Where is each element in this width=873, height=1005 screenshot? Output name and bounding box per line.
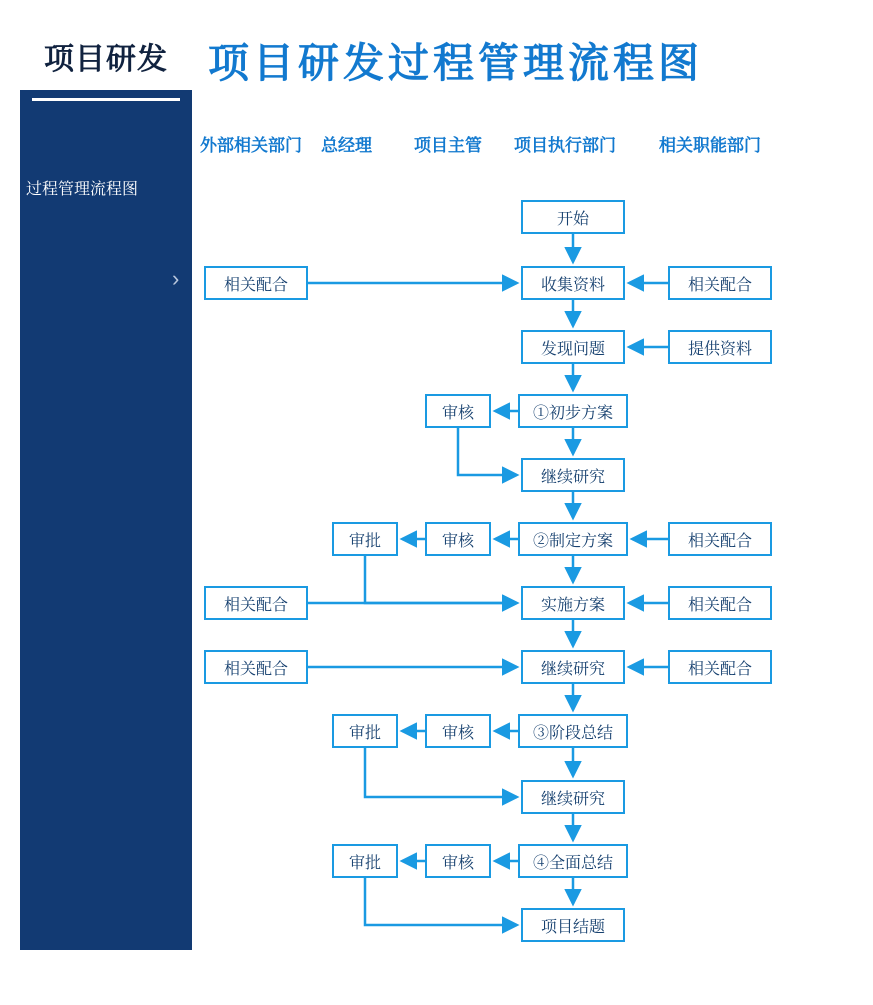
flow-node-impl[interactable]: 实施方案 [521,586,625,620]
column-header-1: 总经理 [321,136,372,155]
flow-node-sum4_rev[interactable]: 审核 [425,844,491,878]
flow-node-plan2_r[interactable]: 相关配合 [668,522,772,556]
flow-node-plan2_app[interactable]: 审批 [332,522,398,556]
column-header-3: 项目执行部门 [514,136,616,155]
flow-node-sum4[interactable]: ④全面总结 [518,844,628,878]
flow-node-cont3[interactable]: 继续研究 [521,780,625,814]
flow-node-cont2_r[interactable]: 相关配合 [668,650,772,684]
flow-node-cont2_l[interactable]: 相关配合 [204,650,308,684]
chevron-right-icon: › [172,266,180,291]
flow-node-cont1[interactable]: 继续研究 [521,458,625,492]
flow-node-start[interactable]: 开始 [521,200,625,234]
flow-node-impl_r[interactable]: 相关配合 [668,586,772,620]
flow-node-finish[interactable]: 项目结题 [521,908,625,942]
column-header-0: 外部相关部门 [200,136,302,155]
flow-node-collect_l[interactable]: 相关配合 [204,266,308,300]
flow-node-impl_l[interactable]: 相关配合 [204,586,308,620]
flow-node-collect[interactable]: 收集资料 [521,266,625,300]
sidebar-subtitle: 过程管理流程图 [26,181,139,198]
column-header-2: 项目主管 [414,136,482,155]
flow-node-sum4_app[interactable]: 审批 [332,844,398,878]
flow-node-problem_r[interactable]: 提供资料 [668,330,772,364]
flow-node-problem[interactable]: 发现问题 [521,330,625,364]
flow-node-plan1_rev[interactable]: 审核 [425,394,491,428]
page-title: 项目研发过程管理流程图 [208,40,703,86]
flow-node-plan2[interactable]: ②制定方案 [518,522,628,556]
sidebar-title: 项目研发 [20,22,192,90]
flow-node-plan1[interactable]: ①初步方案 [518,394,628,428]
flow-node-sum3[interactable]: ③阶段总结 [518,714,628,748]
flow-node-sum3_app[interactable]: 审批 [332,714,398,748]
column-header-4: 相关职能部门 [659,136,761,155]
flow-node-sum3_rev[interactable]: 审核 [425,714,491,748]
flow-node-collect_r[interactable]: 相关配合 [668,266,772,300]
flow-node-plan2_rev[interactable]: 审核 [425,522,491,556]
flow-node-cont2[interactable]: 继续研究 [521,650,625,684]
